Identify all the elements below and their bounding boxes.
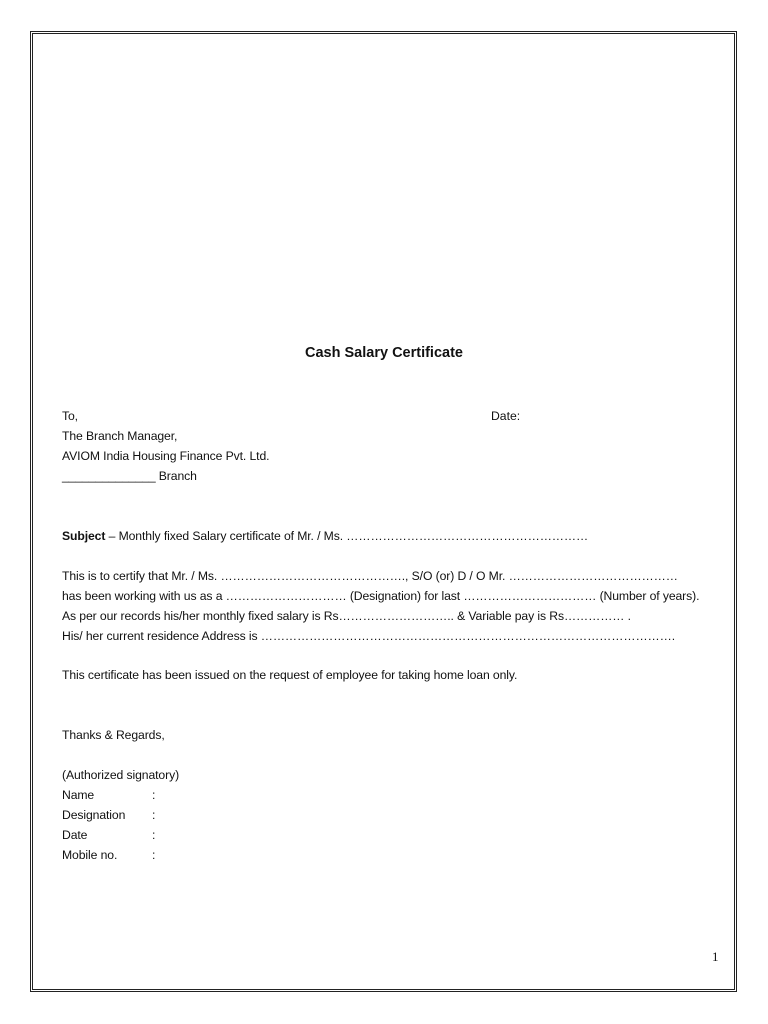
signature-field-separator: : [152,788,156,802]
address-to: To, [62,409,78,423]
authorized-signatory: (Authorized signatory) [62,768,180,782]
document-title: Cash Salary Certificate [305,345,463,361]
purpose-statement: This certificate has been issued on the request of employee for taking home loan only. [62,668,518,682]
page-number: 1 [712,949,719,964]
signature-field-label: Mobile no. [62,848,118,862]
signature-field-name [62,788,155,802]
signature-field-date [62,828,155,842]
signature-field-designation [62,808,155,822]
body-line-address: His/ her current residence Address is …………………………………………………………………………………………. [62,629,675,643]
subject-text: – Monthly fixed Salary certificate of Mr. / Ms. …………………………………………………… [105,529,589,543]
signature-field-label: Date [62,828,88,842]
signature-field-label: Designation [62,808,126,822]
body-line-certify: This is to certify that Mr. / Ms. ………………………………………., S/O (or) D / O Mr. …………………………………… [62,569,678,583]
address-line-company: AVIOM India Housing Finance Pvt. Ltd. [62,449,270,463]
body-line-designation: has been working with us as a ………………………… (Designation) for last …………………………… (Number of years). [62,589,700,603]
signature-field-separator: : [152,808,156,822]
address-line-branch: ______________ Branch [62,469,197,483]
subject-label: Subject [62,529,106,543]
signature-field-mobile [62,848,155,862]
address-line-manager: The Branch Manager, [62,429,178,443]
body-line-salary: As per our records his/her monthly fixed salary is Rs……………………….. & Variable pay is Rs…………… . [62,609,631,623]
signature-field-separator: : [152,848,156,862]
date-label: Date: [491,409,521,423]
signature-field-separator: : [152,828,156,842]
subject-line [62,529,588,543]
signature-field-label: Name [62,788,95,802]
closing-regards: Thanks & Regards, [62,728,165,742]
